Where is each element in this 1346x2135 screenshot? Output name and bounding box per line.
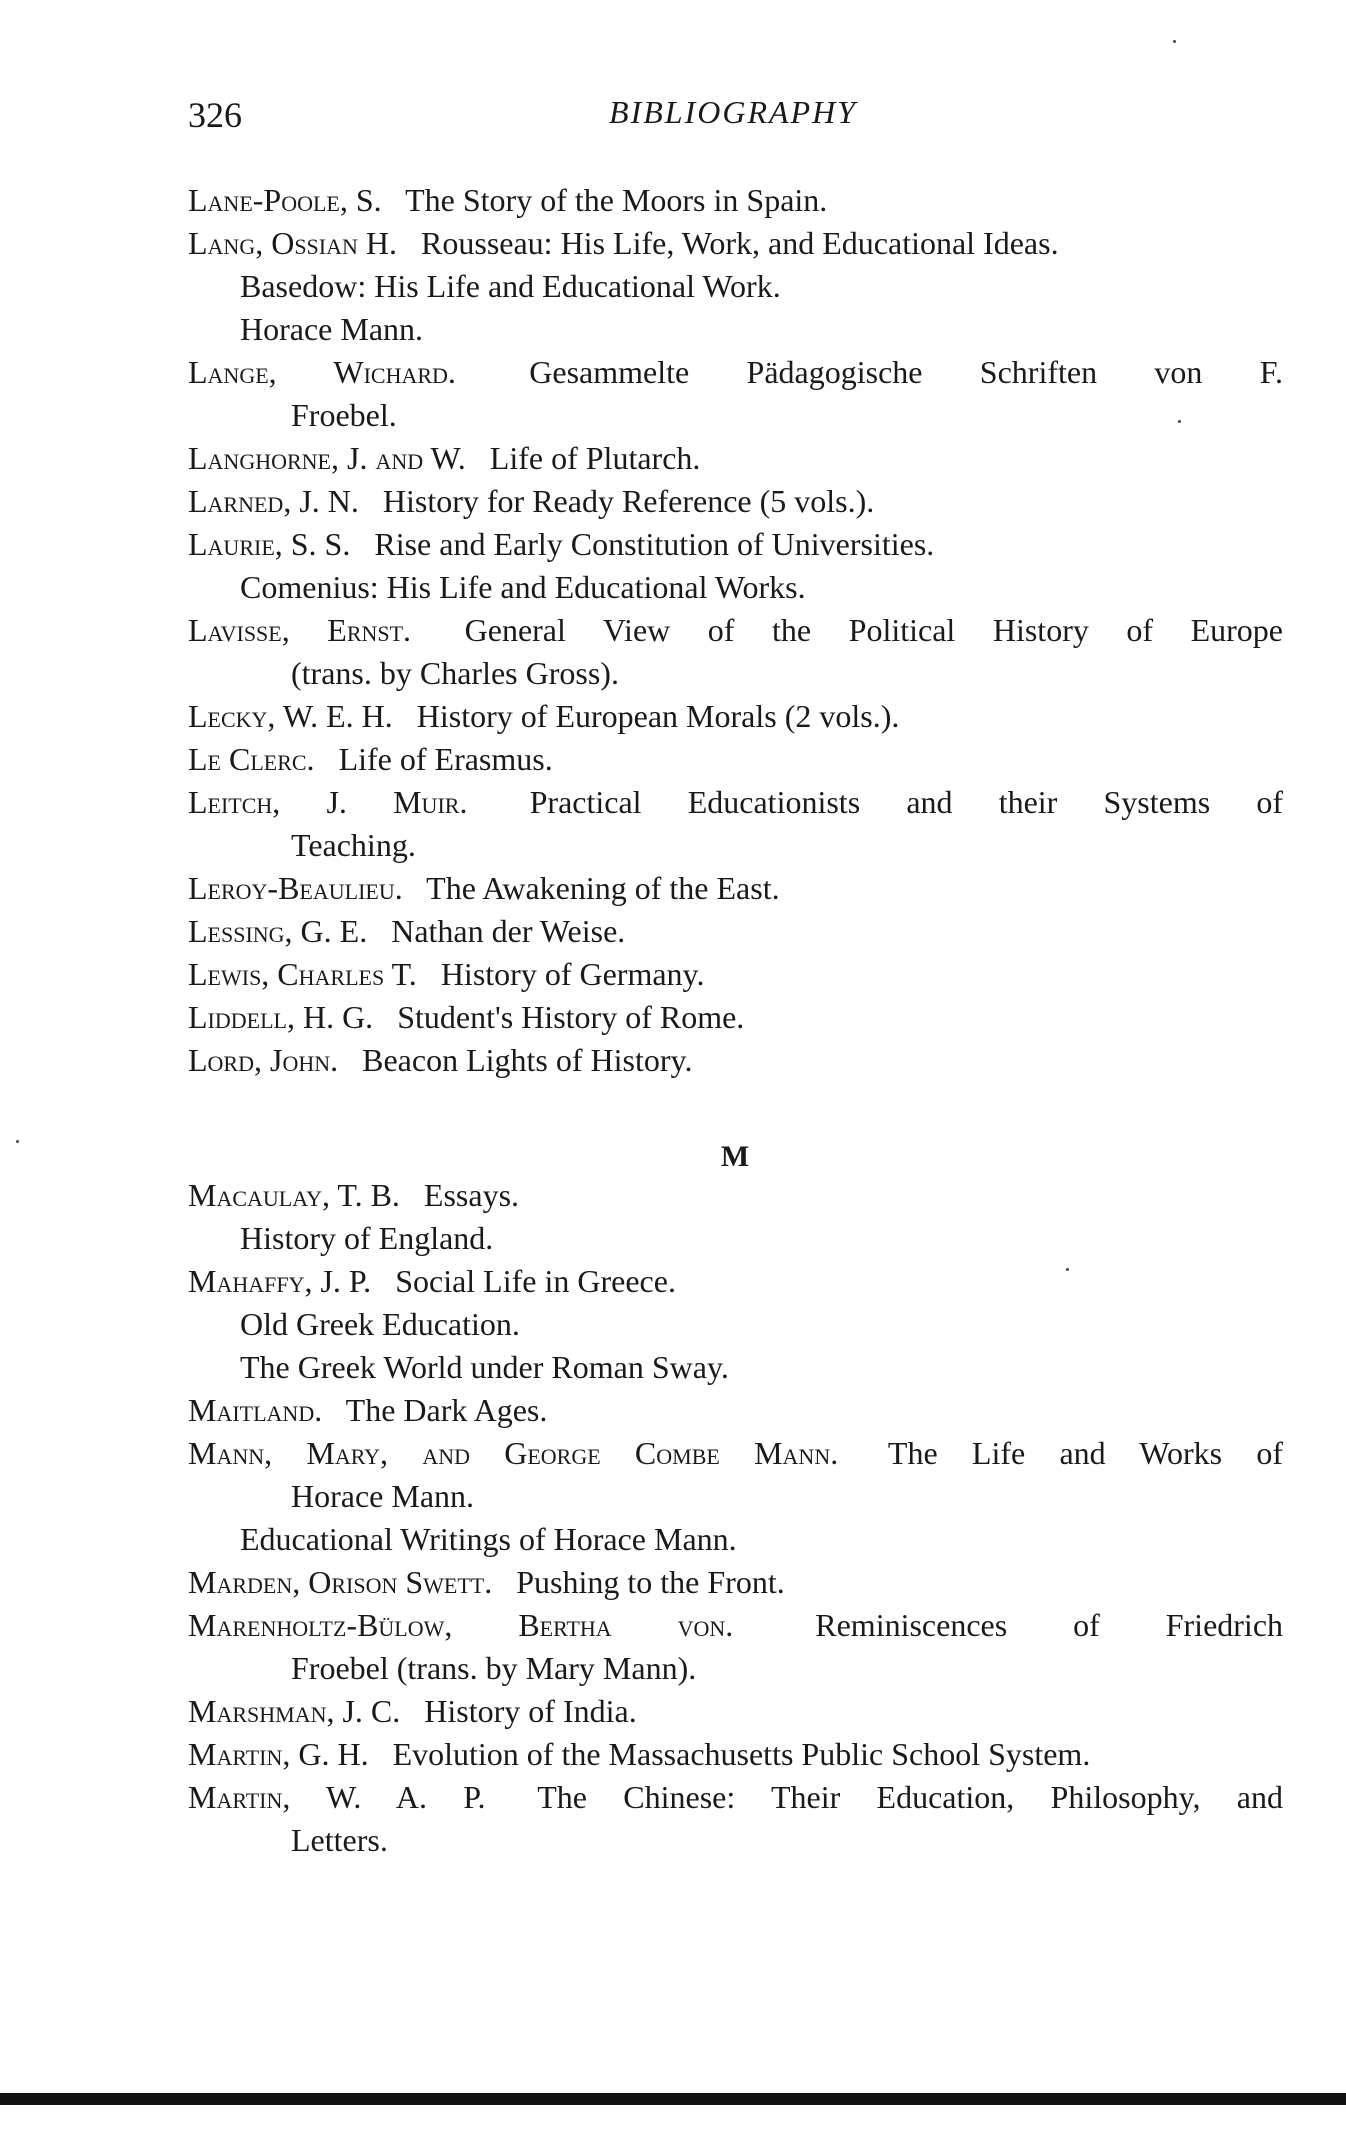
entry-additional-title: Basedow: His Life and Educational Work. — [240, 268, 781, 304]
bibliography-entry — [0, 781, 1283, 867]
entry-title: History of India. — [424, 1693, 637, 1729]
entry-line — [0, 867, 1283, 910]
entry-title: Teaching. — [291, 827, 416, 863]
entry-additional-title: History of England. — [240, 1220, 494, 1256]
entry-author: Marshman, J. C. — [188, 1693, 401, 1729]
entry-title: The Story of the Moors in Spain. — [405, 182, 828, 218]
entry-line — [0, 1561, 1283, 1604]
entry-title: Pushing to the Front. — [516, 1564, 785, 1600]
entry-continuation-line — [0, 824, 1283, 867]
bibliography-entries-l — [0, 179, 1283, 1082]
bibliography-entry — [0, 1389, 1283, 1432]
entry-line — [0, 222, 1283, 265]
bibliography-entry — [0, 1260, 1283, 1389]
entry-line — [0, 996, 1283, 1039]
entry-title: Reminiscences of Friedrich — [815, 1607, 1283, 1643]
entry-continuation-line — [0, 652, 1283, 695]
entry-line — [0, 437, 1283, 480]
section-heading-m: M — [720, 1140, 750, 1173]
entry-author: Liddell, H. G. — [188, 999, 374, 1035]
entry-title: History for Ready Reference (5 vols.). — [382, 483, 875, 519]
bibliography-entry — [0, 996, 1283, 1039]
bibliography-entry — [0, 1733, 1283, 1776]
bibliography-entry — [0, 1039, 1283, 1082]
entry-continuation-line — [0, 394, 1283, 437]
entry-author: Le Clerc. — [188, 741, 315, 777]
entry-title: Student's History of Rome. — [397, 999, 745, 1035]
page-number: 326 — [188, 95, 242, 135]
entry-line — [0, 953, 1283, 996]
entry-title: Practical Educationists and their Systems of — [529, 784, 1283, 820]
entry-author: Lessing, G. E. — [188, 913, 368, 949]
entry-author: Leitch, J. Muir. — [188, 784, 468, 820]
bibliography-entry — [0, 910, 1283, 953]
entry-author: Mahaffy, J. P. — [188, 1263, 372, 1299]
entry-title: Beacon Lights of History. — [362, 1042, 693, 1078]
entry-title: The Life and Works of — [887, 1435, 1283, 1471]
bibliography-entry — [0, 1690, 1283, 1733]
entry-author: Marden, Orison Swett. — [188, 1564, 493, 1600]
entry-line — [0, 609, 1283, 652]
entry-title: Gesammelte Pädagogische Schriften von F. — [529, 354, 1283, 390]
entry-title: Evolution of the Massachusetts Public School System. — [392, 1736, 1091, 1772]
bibliography-entry — [0, 351, 1283, 437]
running-head: BIBLIOGRAPHY — [609, 94, 857, 130]
entry-additional-title: The Greek World under Roman Sway. — [240, 1349, 729, 1385]
entry-continuation-line — [0, 1475, 1283, 1518]
entry-line — [0, 1174, 1283, 1217]
bibliography-entry — [0, 1432, 1283, 1561]
entry-author: Macaulay, T. B. — [188, 1177, 400, 1213]
entry-additional-title: Horace Mann. — [240, 311, 424, 347]
entry-title: History of Germany. — [440, 956, 705, 992]
entry-continuation-line — [0, 1647, 1283, 1690]
entry-line — [0, 1260, 1283, 1303]
entry-author: Lavisse, Ernst. — [188, 612, 412, 648]
bottom-rule — [0, 2093, 1346, 2105]
bibliography-entry — [0, 738, 1283, 781]
print-speck — [1066, 1268, 1069, 1271]
entry-title: Life of Erasmus. — [338, 741, 553, 777]
entry-title: History of European Morals (2 vols.). — [416, 698, 900, 734]
entry-title: The Dark Ages. — [345, 1392, 548, 1428]
bibliography-entry — [0, 1561, 1283, 1604]
entry-line — [0, 1733, 1283, 1776]
entry-line — [0, 523, 1283, 566]
entry-author: Leroy-Beaulieu. — [188, 870, 403, 906]
entry-additional-title: Educational Writings of Horace Mann. — [240, 1521, 737, 1557]
bibliography-entry — [0, 1174, 1283, 1260]
entry-line — [0, 1039, 1283, 1082]
entry-continuation-line — [0, 1819, 1283, 1862]
entry-title: Froebel. — [291, 397, 397, 433]
bibliography-entry — [0, 480, 1283, 523]
entry-line — [0, 1432, 1283, 1475]
bibliography-entry — [0, 867, 1283, 910]
bibliography-entry — [0, 609, 1283, 695]
bibliography-entry — [0, 695, 1283, 738]
entry-author: Martin, G. H. — [188, 1736, 369, 1772]
bibliography-entries-m — [0, 1174, 1283, 1862]
entry-title: Rise and Early Constitution of Universities. — [374, 526, 935, 562]
entry-title: General View of the Political History of Europe — [464, 612, 1283, 648]
entry-author: Marenholtz-Bülow, Bertha von. — [188, 1607, 734, 1643]
entry-line — [0, 480, 1283, 523]
entry-title: Horace Mann. — [291, 1478, 475, 1514]
entry-author: Maitland. — [188, 1392, 323, 1428]
entry-line — [0, 1690, 1283, 1733]
entry-author: Lord, John. — [188, 1042, 339, 1078]
entry-line — [0, 1604, 1283, 1647]
entry-additional-title: Old Greek Education. — [240, 1306, 520, 1342]
bibliography-entry — [0, 1776, 1283, 1862]
entry-title: Rousseau: His Life, Work, and Educational Ideas. — [421, 225, 1059, 261]
entry-author: Martin, W. A. P. — [188, 1779, 486, 1815]
entry-author: Lecky, W. E. H. — [188, 698, 393, 734]
entry-line — [0, 1776, 1283, 1819]
entry-line — [0, 179, 1283, 222]
entry-line — [0, 351, 1283, 394]
print-speck — [1178, 420, 1181, 423]
entry-line — [0, 738, 1283, 781]
entry-author: Lane-Poole, S. — [188, 182, 382, 218]
entry-line — [0, 1389, 1283, 1432]
entry-title: Social Life in Greece. — [395, 1263, 676, 1299]
entry-author: Lange, Wichard. — [188, 354, 456, 390]
entry-author: Lang, Ossian H. — [188, 225, 398, 261]
entry-title: Letters. — [291, 1822, 388, 1858]
entry-author: Langhorne, J. and W. — [188, 440, 466, 476]
bibliography-entry — [0, 1604, 1283, 1690]
bibliography-entry — [0, 953, 1283, 996]
bibliography-entry — [0, 222, 1283, 351]
entry-author: Laurie, S. S. — [188, 526, 351, 562]
entry-title: Nathan der Weise. — [391, 913, 626, 949]
entry-title: Essays. — [423, 1177, 520, 1213]
entry-line — [0, 910, 1283, 953]
print-speck — [1173, 40, 1176, 43]
entry-author: Lewis, Charles T. — [188, 956, 417, 992]
print-speck — [16, 1140, 19, 1143]
entry-additional-title: Comenius: His Life and Educational Works. — [240, 569, 806, 605]
entry-author: Mann, Mary, and George Combe Mann. — [188, 1435, 839, 1471]
bibliography-entry — [0, 179, 1283, 222]
bibliography-entry — [0, 523, 1283, 609]
entry-line — [0, 695, 1283, 738]
entry-title: The Awakening of the East. — [426, 870, 780, 906]
entry-title: (trans. by Charles Gross). — [291, 655, 619, 691]
entry-title: Life of Plutarch. — [489, 440, 701, 476]
entry-line — [0, 781, 1283, 824]
entry-title: Froebel (trans. by Mary Mann). — [291, 1650, 697, 1686]
bibliography-entry — [0, 437, 1283, 480]
entry-title: The Chinese: Their Education, Philosophy, and — [537, 1779, 1283, 1815]
entry-author: Larned, J. N. — [188, 483, 359, 519]
